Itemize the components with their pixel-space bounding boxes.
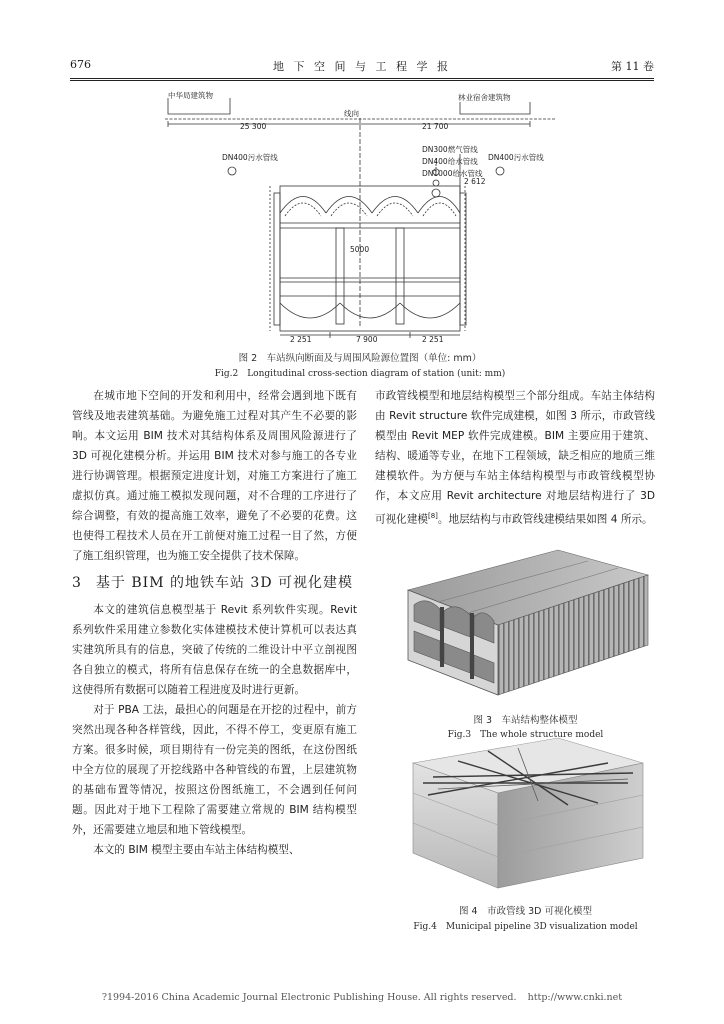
page-number: 676 <box>70 58 91 71</box>
figure-2-cross-section <box>160 88 560 343</box>
label-building-left: 中华局建筑物 <box>168 91 213 100</box>
journal-title: 地 下 空 间 与 工 程 学 报 <box>273 60 451 73</box>
paragraph: 对于 PBA 工法，最担心的问题是在开挖的过程中，前方突然出现各种各样管线，因此，不得不停工，变更原有施工方案。很多时候，项目期待有一份完美的图纸，在这份图纸中全方位的展现了开挖线路中各种管线的布置，上层建筑物的基础布置等情况，按照这份图纸施工，不会遇到任何问题。因此对于地下工程除了需要建立常规的 BIM 结构模型外，还需要建立地层和地下管线模型。 <box>72 704 357 836</box>
figure-2-caption-cn: 图 2 车站纵向断面及与周围风险源位置图（单位: mm） <box>238 353 482 364</box>
label-5000: 5000 <box>350 245 370 254</box>
running-header <box>70 56 654 76</box>
paragraph: 在城市地下空间的开发和利用中，经常会遇到地下既有管线及地表建筑基础。为避免施工过程对其产生不必要的影响。本文运用 BIM 技术对其结构体系及周围风险源进行了 3D 可视化建模分析。并运用 BIM 技术对参与施工的各专业进行协调管理。根据预定进度计划，对施工方案进行了施工虚拟仿真。通过施工模拟发现问题，对不合理的工序进行了综合调整，有效的提高施工效率，避免了不必要的花费。这也使得工程技术人员在开工前便对施工过程一目了然，方便了施工组织管理，也为施工安全提供了技术保障。 <box>72 390 357 562</box>
label-bottom-dim-1: 2 251 <box>290 335 312 343</box>
label-pipe-left: DN400污水管线 <box>222 153 278 162</box>
label-pipe-water1000: DN1000给水管线 <box>422 169 483 178</box>
header-rule-thin <box>70 80 654 81</box>
volume-label: 第 11 卷 <box>611 60 654 73</box>
left-column <box>72 386 357 860</box>
label-pipe-water400: DN400给水管线 <box>422 157 478 166</box>
paragraph: 本文的建筑信息模型基于 Revit 系列软件实现。Revit 系列软件采用建立参数化实体建模技术使计算机可以表达真实建筑所具有的信息，突破了传统的二维设计中平立剖视图各自独立的模式，将所有信息保存在统一的全息数据库中，这使得所有数据可以随着工程进度及时进行更新。 <box>72 604 357 696</box>
label-building-right: 林业宿舍建筑物 <box>458 93 511 102</box>
figure-3-caption-en: Fig.3 The whole structure model <box>447 730 604 740</box>
paragraph <box>375 386 655 530</box>
paragraph-main: 市政管线模型和地层结构模型三个部分组成。车站主体结构由 Revit structure 软件完成建模，如图 3 所示，市政管线模型由 Revit MEP 软件完成建模。BIM 主要应用于建筑、结构、暖通等专业，在地下工程领域，缺乏相应的地质三维建模软件。为方便与车站主体结构模型与市政管线模型协作，本文应用 Revit architecture 对地层结构进行了 3D 可视化建模 <box>375 390 655 526</box>
figure-3-structure-model <box>398 545 653 705</box>
label-pipe-right: DN400污水管线 <box>488 153 544 162</box>
section-heading <box>72 572 357 594</box>
copyright-footer <box>0 992 724 1003</box>
label-dim-right: 21 700 <box>422 122 449 131</box>
citation-ref[interactable]: [8] <box>427 512 438 520</box>
label-pipe-gas: DN300燃气管线 <box>422 145 478 154</box>
header-rule <box>70 78 654 79</box>
copyright-text: ?1994-2016 China Academic Journal Electronic Publishing House. All rights reserved. <box>101 992 517 1003</box>
label-bottom-dim-3: 2 251 <box>422 335 444 343</box>
footer-url[interactable]: http://www.cnki.net <box>527 992 623 1003</box>
label-depth: 2 612 <box>464 177 486 186</box>
right-column <box>375 386 655 530</box>
section-title: 基于 BIM 的地铁车站 3D 可视化建模 <box>95 575 354 591</box>
section-number: 3 <box>72 575 82 591</box>
label-centerline: 线向 <box>344 109 359 118</box>
figure-2-caption-en: Fig.2 Longitudinal cross-section diagram of station (unit: mm) <box>214 369 506 379</box>
paragraph: 本文的 BIM 模型主要由车站主体结构模型、 <box>93 844 300 856</box>
figure-4-pipeline-model <box>398 733 653 893</box>
paragraph-end: 。地层结构与市政管线建模结果如图 4 所示。 <box>437 513 653 526</box>
figure-3-caption-cn: 图 3 车站结构整体模型 <box>473 715 578 726</box>
figure-4-caption-en: Fig.4 Municipal pipeline 3D visualization model <box>413 922 638 932</box>
label-bottom-dim-2: 7 900 <box>356 335 378 343</box>
figure-4-caption-cn: 图 4 市政管线 3D 可视化模型 <box>459 906 592 917</box>
label-dim-left: 25 300 <box>240 122 267 131</box>
